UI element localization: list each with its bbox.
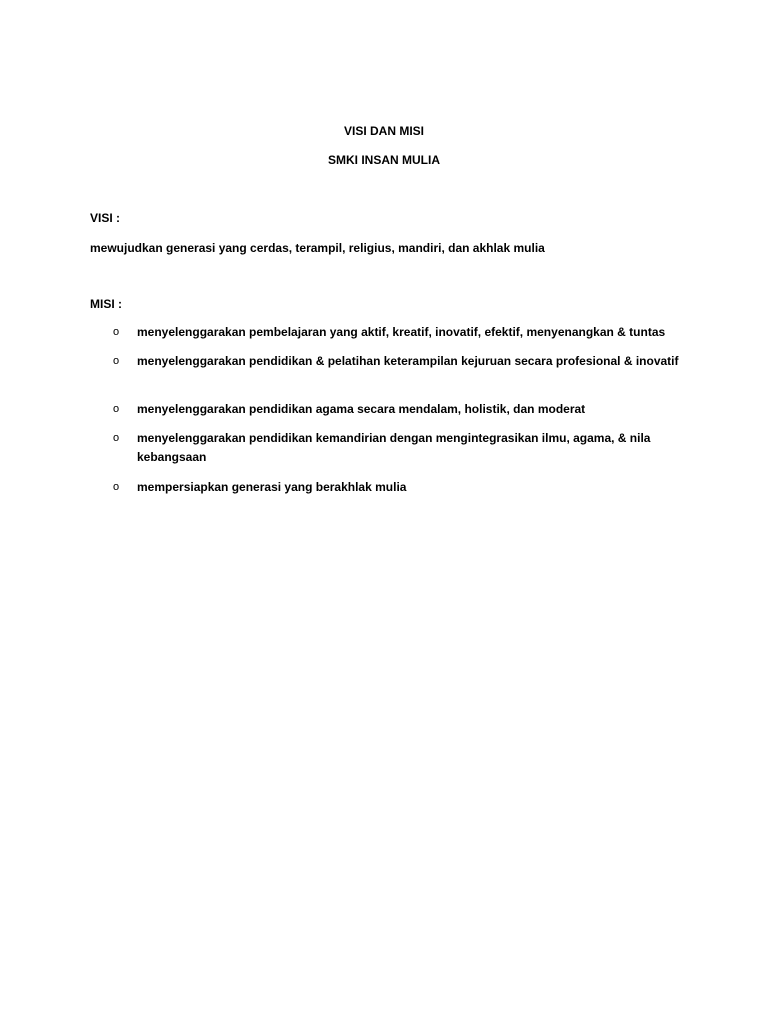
bullet-icon: o	[113, 403, 120, 415]
misi-item-text: mempersiapkan generasi yang berakhlak mulia	[137, 480, 407, 494]
misi-item-text: menyelenggarakan pembelajaran yang aktif, kreatif, inovatif, efektif, menyenangkan & tuntas	[137, 325, 666, 339]
bullet-icon: o	[113, 432, 120, 444]
misi-item-text: menyelenggarakan pendidikan & pelatihan keterampilan kejuruan secara profesional & inovatif	[137, 354, 679, 368]
misi-item-text: menyelenggarakan pendidikan agama secara mendalam, holistik, dan moderat	[137, 402, 586, 416]
visi-statement: mewujudkan generasi yang cerdas, terampil, religius, mandiri, dan akhlak mulia	[90, 241, 545, 255]
bullet-icon: o	[113, 326, 120, 338]
bullet-icon: o	[113, 355, 120, 367]
misi-item-text: menyelenggarakan pendidikan kemandirian dengan mengintegrasikan ilmu, agama, & nila kebangsaan	[137, 431, 651, 464]
misi-heading: MISI :	[90, 297, 122, 311]
visi-heading: VISI :	[90, 211, 121, 225]
document-title: VISI DAN MISI	[343, 124, 424, 138]
bullet-icon: o	[113, 481, 120, 493]
document-subtitle: SMKI INSAN MULIA	[328, 153, 440, 167]
